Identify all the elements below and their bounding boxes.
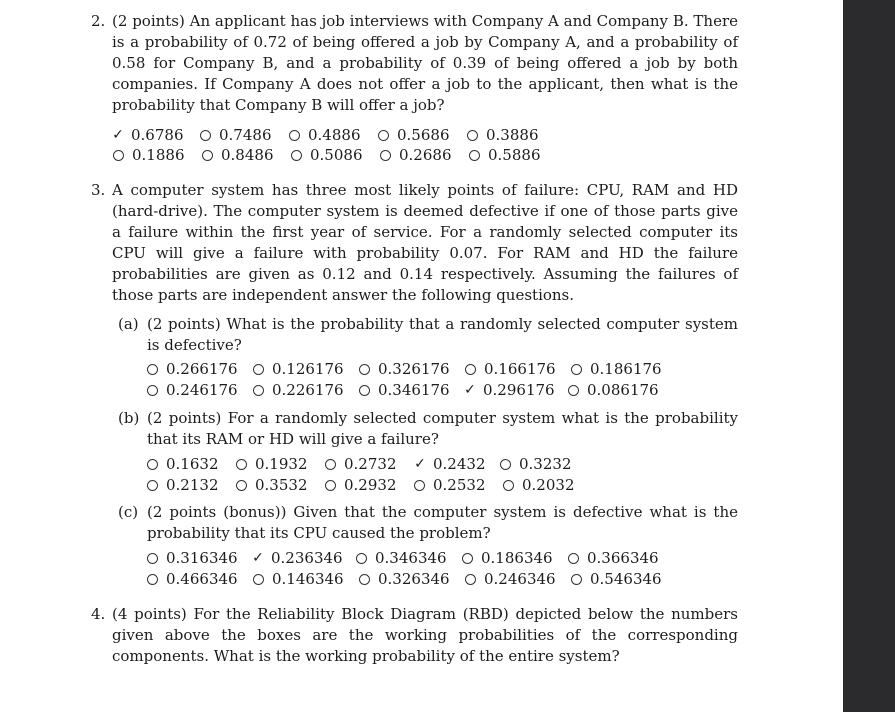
radio-circle-icon [200, 130, 211, 141]
radio-circle-icon [359, 364, 370, 375]
radio-circle-icon [325, 459, 336, 470]
q3a-option-2[interactable]: 0.126176 [253, 359, 344, 379]
radio-circle-icon [147, 385, 158, 396]
q3c-label: (c) [118, 503, 139, 521]
q3b-option-5[interactable]: 0.3232 [500, 454, 572, 474]
q2-option-2[interactable]: 0.7486 [200, 125, 272, 145]
q3a-option-4[interactable]: 0.166176 [465, 359, 556, 379]
q2-option-3[interactable]: 0.4886 [289, 125, 361, 145]
radio-circle-icon [568, 553, 579, 564]
q2-option-10[interactable]: 0.5886 [469, 145, 541, 165]
radio-circle-icon [236, 459, 247, 470]
check-mark-icon: ✓ [464, 382, 476, 398]
radio-circle-icon [465, 364, 476, 375]
q3b-label: (b) [118, 409, 140, 427]
q2-option-6[interactable]: 0.1886 [113, 145, 185, 165]
q3c-option-2[interactable]: ✓ 0.236346 [252, 549, 343, 567]
dark-side-panel [843, 0, 895, 712]
radio-circle-icon [571, 574, 582, 585]
radio-circle-icon [414, 480, 425, 491]
q3b-option-6[interactable]: 0.2132 [147, 475, 219, 495]
q2-option-7[interactable]: 0.8486 [202, 145, 274, 165]
radio-circle-icon [147, 574, 158, 585]
q3a-option-6[interactable]: 0.246176 [147, 380, 238, 400]
q2-option-1[interactable]: ✓ 0.6786 [112, 126, 184, 144]
radio-circle-icon [291, 150, 302, 161]
radio-circle-icon [325, 480, 336, 491]
q3a-option-1[interactable]: 0.266176 [147, 359, 238, 379]
q3a-option-10[interactable]: 0.086176 [568, 380, 659, 400]
q3b-option-10[interactable]: 0.2032 [503, 475, 575, 495]
radio-circle-icon [469, 150, 480, 161]
radio-circle-icon [147, 364, 158, 375]
q2-option-4[interactable]: 0.5686 [378, 125, 450, 145]
q3b-option-9[interactable]: 0.2532 [414, 475, 486, 495]
q3a-option-3[interactable]: 0.326176 [359, 359, 450, 379]
q3c-option-6[interactable]: 0.466346 [147, 569, 238, 589]
radio-circle-icon [113, 150, 124, 161]
radio-circle-icon [253, 385, 264, 396]
radio-circle-icon [378, 130, 389, 141]
radio-circle-icon [467, 130, 478, 141]
check-mark-icon: ✓ [414, 456, 426, 472]
radio-circle-icon [359, 385, 370, 396]
radio-circle-icon [571, 364, 582, 375]
q3c-option-3[interactable]: 0.346346 [356, 548, 447, 568]
radio-circle-icon [147, 480, 158, 491]
q3a-option-8[interactable]: 0.346176 [359, 380, 450, 400]
q3c-option-10[interactable]: 0.546346 [571, 569, 662, 589]
question-4-text: (4 points) For the Reliability Block Diagram (RBD) depicted below the numbers given above the boxes are the working probabilities of the corresponding components. What is the working probability of the entire system? [112, 605, 738, 665]
q3c-text: (2 points (bonus)) Given that the computer system is defective what is the probability that its CPU caused the problem? [147, 503, 738, 542]
radio-circle-icon [236, 480, 247, 491]
q3b-text: (2 points) For a randomly selected computer system what is the probability that its RAM or HD will give a failure? [147, 409, 738, 448]
q3b-option-4[interactable]: ✓ 0.2432 [414, 455, 486, 473]
radio-circle-icon [289, 130, 300, 141]
question-2-text: (2 points) An applicant has job interviews with Company A and Company B. There is a probability of 0.72 of being offered a job by Company A, and a probability of 0.58 for Company B, and a probability of 0.39 of being offered a job by both companies. If Company A does not offer a job to the applicant, then what is the probability that Company B will offer a job? [112, 12, 738, 114]
q3c-option-5[interactable]: 0.366346 [568, 548, 659, 568]
q3a-label: (a) [118, 315, 139, 333]
radio-circle-icon [462, 553, 473, 564]
radio-circle-icon [359, 574, 370, 585]
radio-circle-icon [568, 385, 579, 396]
radio-circle-icon [147, 553, 158, 564]
radio-circle-icon [356, 553, 367, 564]
radio-circle-icon [380, 150, 391, 161]
q2-option-9[interactable]: 0.2686 [380, 145, 452, 165]
radio-circle-icon [253, 574, 264, 585]
question-4-number: 4. [91, 605, 106, 623]
question-3-number: 3. [91, 181, 106, 199]
q3c-option-4[interactable]: 0.186346 [462, 548, 553, 568]
q2-option-8[interactable]: 0.5086 [291, 145, 363, 165]
radio-circle-icon [465, 574, 476, 585]
q3a-option-9[interactable]: ✓ 0.296176 [464, 381, 555, 399]
radio-circle-icon [147, 459, 158, 470]
radio-circle-icon [253, 364, 264, 375]
q2-option-5[interactable]: 0.3886 [467, 125, 539, 145]
radio-circle-icon [500, 459, 511, 470]
q3a-option-7[interactable]: 0.226176 [253, 380, 344, 400]
q3b-option-2[interactable]: 0.1932 [236, 454, 308, 474]
q3b-option-7[interactable]: 0.3532 [236, 475, 308, 495]
q3b-option-8[interactable]: 0.2932 [325, 475, 397, 495]
question-2-number: 2. [91, 12, 106, 30]
q3a-option-5[interactable]: 0.186176 [571, 359, 662, 379]
q3c-option-1[interactable]: 0.316346 [147, 548, 238, 568]
q3a-text: (2 points) What is the probability that a randomly selected computer system is defective? [147, 315, 738, 354]
check-mark-icon: ✓ [112, 127, 124, 143]
q3c-option-9[interactable]: 0.246346 [465, 569, 556, 589]
check-mark-icon: ✓ [252, 550, 264, 566]
q3b-option-3[interactable]: 0.2732 [325, 454, 397, 474]
radio-circle-icon [503, 480, 514, 491]
radio-circle-icon [202, 150, 213, 161]
q3c-option-7[interactable]: 0.146346 [253, 569, 344, 589]
q3c-option-8[interactable]: 0.326346 [359, 569, 450, 589]
q3b-option-1[interactable]: 0.1632 [147, 454, 219, 474]
question-3-text: A computer system has three most likely points of failure: CPU, RAM and HD (hard-drive). The computer system is deemed defective if one of those parts give a failure within the first year of service. For a randomly selected computer its CPU will give a failure with probability 0.07. For RAM and HD the failure probabilities are given as 0.12 and 0.14 respectively. Assuming the failures of those parts are independent answer the following questions. [112, 181, 738, 304]
